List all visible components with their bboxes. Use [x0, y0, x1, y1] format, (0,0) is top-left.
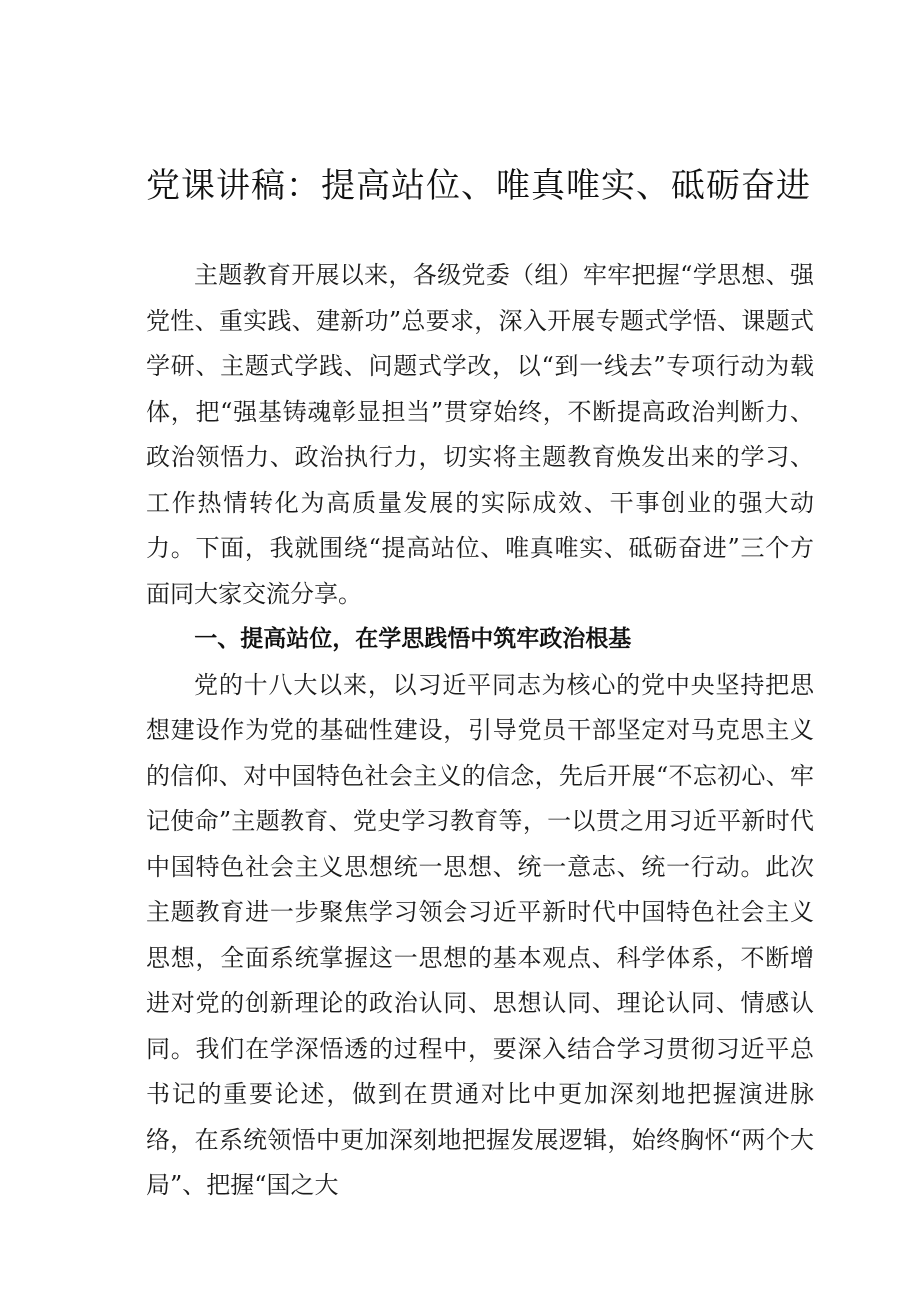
- document-title: 党课讲稿：提高站位、唯真唯实、砥砺奋进: [146, 166, 811, 206]
- section-paragraph: 党的十八大以来，以习近平同志为核心的党中央坚持把思想建设作为党的基础性建设，引导党员干部坚定对马克思主义的信仰、对中国特色社会主义的信念，先后开展“不忘初心、牢记使命”主题教育、党史学习教育等，一以贯之用习近平新时代中国特色社会主义思想统一思想、统一意志、统一行动。此次主题教育进一步聚焦学习领会习近平新时代中国特色社会主义思想，全面系统掌握这一思想的基本观点、科学体系，不断增进对党的创新理论的政治认同、思想认同、理论认同、情感认同。我们在学深悟透的过程中，要深入结合学习贯彻习近平总书记的重要论述，做到在贯通对比中更加深刻地把握演进脉络，在系统领悟中更加深刻地把握发展逻辑，始终胸怀“两个大局”、把握“国之大: [146, 670, 814, 1199]
- document-body: [146, 253, 814, 1209]
- section-heading: 一、提高站位，在学思践悟中筑牢政治根基: [194, 626, 632, 652]
- intro-paragraph: 主题教育开展以来，各级党委（组）牢牢把握“学思想、强党性、重实践、建新功”总要求，深入开展专题式学悟、课题式学研、主题式学践、问题式学改，以“到一线去”专项行动为载体，把“强基铸魂彰显担当”贯穿始终，不断提高政治判断力、政治领悟力、政治执行力，切实将主题教育焕发出来的学习、工作热情转化为高质量发展的实际成效、干事创业的强大动力。下面，我就围绕“提高站位、唯真唯实、砥砺奋进”三个方面同大家交流分享。: [146, 261, 814, 608]
